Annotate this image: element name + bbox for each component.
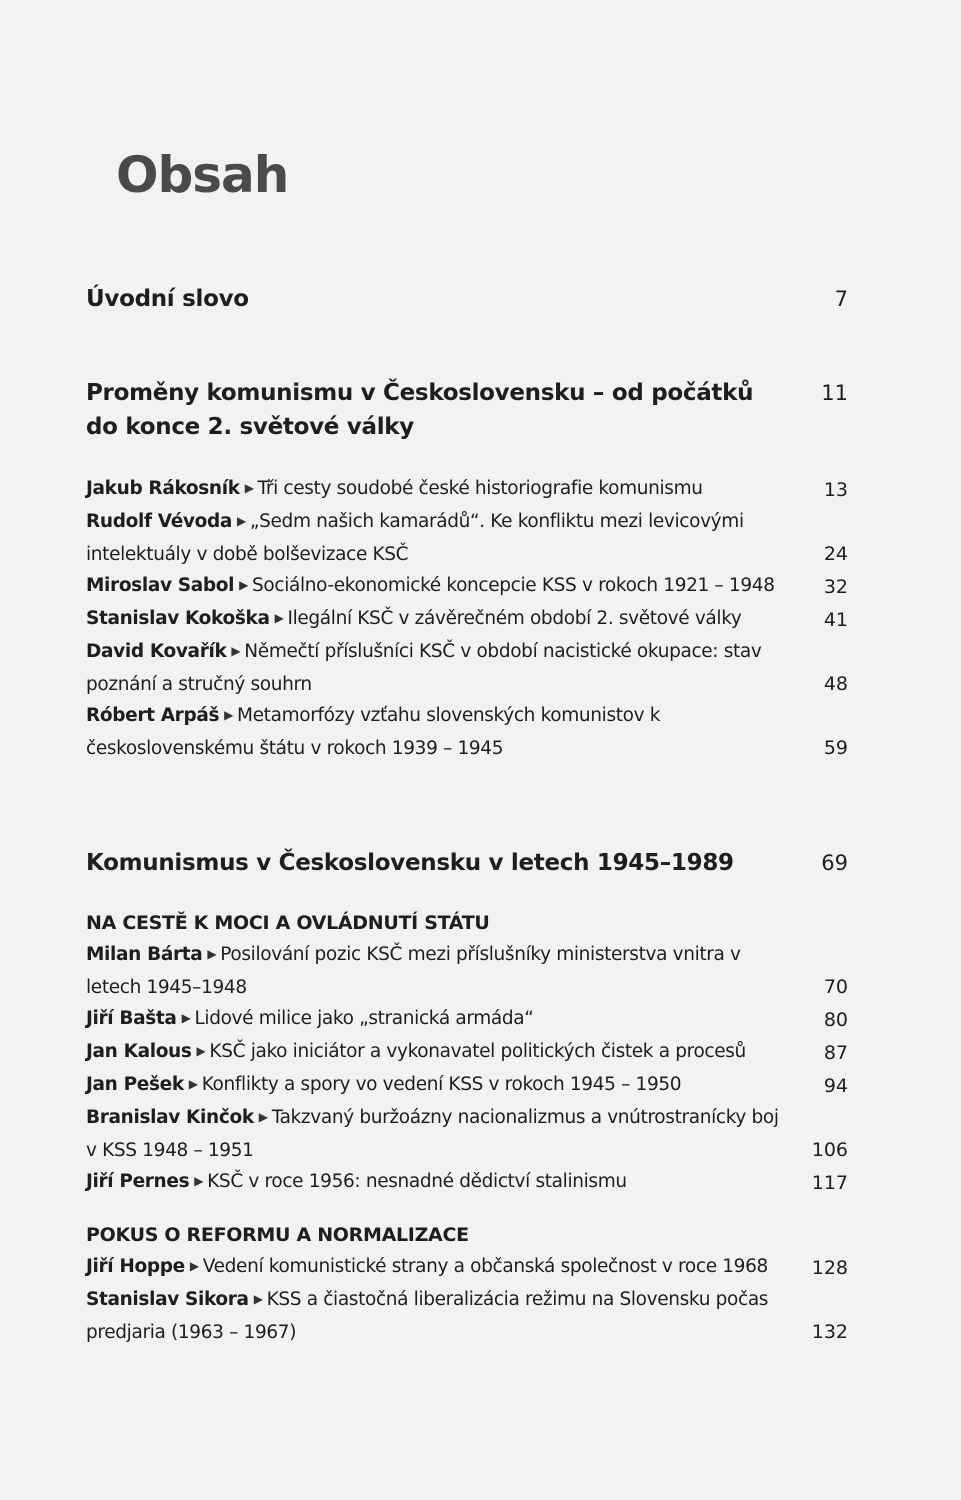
entry-page: 117 xyxy=(811,1172,848,1194)
part2-heading-row xyxy=(86,846,848,880)
toc-entry xyxy=(86,636,848,700)
toc-entry xyxy=(86,473,848,506)
part1-heading-row xyxy=(86,376,848,444)
entry-author: Miroslav Sabol xyxy=(86,575,235,596)
intro-label: Úvodní slovo xyxy=(86,286,249,312)
entry-author: Róbert Arpáš xyxy=(86,705,220,726)
entry-title: Takzvaný buržoázny nacionalizmus a vnútrostranícky boj v KSS 1948 – 1951 xyxy=(86,1107,779,1161)
entry-title: Lidové milice jako „stranická armáda“ xyxy=(194,1008,534,1029)
entry-title: Konflikty a spory vo vedení KSS v rokoch 1945 – 1950 xyxy=(201,1074,682,1095)
toc-intro xyxy=(86,282,848,316)
triangle-right-icon: ▶ xyxy=(207,947,217,961)
entry-title: KSS a čiastočná liberalizácia režimu na Slovensku počas predjaria (1963 – 1967) xyxy=(86,1289,769,1343)
toc-entry xyxy=(86,506,848,570)
entry-page: 41 xyxy=(823,609,848,631)
entry-author: Milan Bárta xyxy=(86,944,203,965)
entry-page: 70 xyxy=(823,976,848,998)
part2-heading: Komunismus v Československu v letech 1945–1989 xyxy=(86,850,734,876)
entry-title: Metamorfózy vzťahu slovenských komunistov k československému štátu v rokoch 1939 – 1945 xyxy=(86,705,661,759)
part2-section-2 xyxy=(86,1220,848,1348)
entry-author: Jiří Pernes xyxy=(86,1171,190,1192)
part1-page: 11 xyxy=(821,381,848,405)
entry-author: Stanislav Kokoška xyxy=(86,608,270,629)
toc-entry xyxy=(86,570,848,603)
entry-page: 80 xyxy=(823,1009,848,1031)
toc-entry xyxy=(86,700,848,764)
triangle-right-icon: ▶ xyxy=(194,1174,204,1188)
toc-entry xyxy=(86,1102,848,1166)
page-title: Obsah xyxy=(116,146,289,204)
part1-entries xyxy=(86,473,848,764)
triangle-right-icon: ▶ xyxy=(274,611,284,625)
entry-author: Jan Pešek xyxy=(86,1074,184,1095)
triangle-right-icon: ▶ xyxy=(231,644,241,658)
entry-author: Rudolf Vévoda xyxy=(86,511,232,532)
entry-page: 94 xyxy=(823,1075,848,1097)
entry-author: Branislav Kinčok xyxy=(86,1107,254,1128)
toc-entry xyxy=(86,1069,848,1102)
triangle-right-icon: ▶ xyxy=(253,1292,263,1306)
entry-author: David Kovařík xyxy=(86,641,227,662)
toc-entry xyxy=(86,1166,848,1199)
triangle-right-icon: ▶ xyxy=(258,1110,268,1124)
entry-title: „Sedm našich kamarádů“. Ke konfliktu mezi levicovými intelektuály v době bolševizace KSČ xyxy=(86,511,744,565)
entry-author: Stanislav Sikora xyxy=(86,1289,249,1310)
entry-title: Němečtí příslušníci KSČ v období nacistické okupace: stav poznání a stručný souhrn xyxy=(86,641,762,695)
section-title: NA CESTĚ K MOCI A OVLÁDNUTÍ STÁTU xyxy=(86,912,490,934)
intro-page: 7 xyxy=(834,287,848,311)
entry-title: KSČ jako iniciátor a vykonavatel politických čistek a procesů xyxy=(209,1041,746,1062)
entry-page: 13 xyxy=(823,479,848,501)
toc-entry xyxy=(86,603,848,636)
triangle-right-icon: ▶ xyxy=(181,1011,191,1025)
entry-page: 48 xyxy=(823,673,848,695)
entry-title: Tři cesty soudobé české historiografie komunismu xyxy=(257,478,703,499)
triangle-right-icon: ▶ xyxy=(189,1259,199,1273)
entry-page: 59 xyxy=(823,737,848,759)
entry-title: Posilování pozic KSČ mezi příslušníky ministerstva vnitra v letech 1945–1948 xyxy=(86,944,741,998)
entry-author: Jiří Hoppe xyxy=(86,1256,185,1277)
part1-heading: Proměny komunismu v Československu – od počátků do konce 2. světové války xyxy=(86,380,754,440)
entry-title: Ilegální KSČ v závěrečném období 2. světové války xyxy=(287,608,742,629)
entry-author: Jiří Bašta xyxy=(86,1008,177,1029)
entry-title: Vedení komunistické strany a občanská společnost v roce 1968 xyxy=(202,1256,768,1277)
triangle-right-icon: ▶ xyxy=(237,514,246,528)
part2-page: 69 xyxy=(821,851,848,875)
entry-title: Sociálno-ekonomické koncepcie KSS v rokoch 1921 – 1948 xyxy=(252,575,775,596)
triangle-right-icon: ▶ xyxy=(239,578,249,592)
entry-author: Jan Kalous xyxy=(86,1041,192,1062)
triangle-right-icon: ▶ xyxy=(224,708,234,722)
section-title: POKUS O REFORMU A NORMALIZACE xyxy=(86,1224,469,1246)
entry-page: 128 xyxy=(811,1257,848,1279)
entry-title: KSČ v roce 1956: nesnadné dědictví stalinismu xyxy=(207,1171,627,1192)
toc-entry xyxy=(86,1036,848,1069)
entry-page: 24 xyxy=(823,543,848,565)
triangle-right-icon: ▶ xyxy=(196,1044,206,1058)
toc-entry xyxy=(86,1284,848,1348)
toc-entry xyxy=(86,1251,848,1284)
part2-section-1 xyxy=(86,908,848,1199)
triangle-right-icon: ▶ xyxy=(188,1077,198,1091)
entry-page: 132 xyxy=(811,1321,848,1343)
entry-author: Jakub Rákosník xyxy=(86,478,240,499)
toc-entry xyxy=(86,939,848,1003)
entry-page: 87 xyxy=(823,1042,848,1064)
entry-page: 32 xyxy=(823,576,848,598)
entry-page: 106 xyxy=(811,1139,848,1161)
triangle-right-icon: ▶ xyxy=(244,481,254,495)
toc-entry xyxy=(86,1003,848,1036)
